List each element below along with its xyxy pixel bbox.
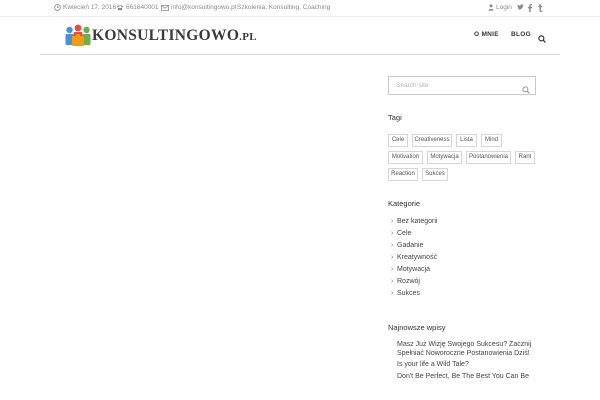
clock-icon: [54, 4, 61, 11]
tagline: Szkolenia, Konsulting, Coaching: [237, 4, 331, 11]
tags-widget-title: Tagi: [388, 113, 402, 122]
date-info: [54, 3, 116, 12]
tag-rant[interactable]: Rant: [515, 151, 535, 164]
logo-figures-icon: [64, 24, 92, 48]
email-info[interactable]: [161, 3, 236, 12]
search-icon[interactable]: [538, 30, 546, 48]
twitter-icon[interactable]: [517, 4, 524, 10]
tag-lista[interactable]: Lista: [456, 134, 477, 147]
search-icon[interactable]: [522, 81, 530, 99]
login-link[interactable]: [488, 3, 512, 12]
chevron-right-icon: ›: [391, 218, 394, 225]
category-item[interactable]: › Bez kategorii: [391, 218, 438, 225]
search-placeholder: Search site: [396, 82, 429, 89]
user-icon: [488, 4, 494, 11]
email-link[interactable]: info@konsultingowo.pl: [171, 4, 237, 11]
nav-blog[interactable]: BLOG: [511, 31, 531, 38]
sidebar-search-input[interactable]: [388, 76, 536, 95]
category-item[interactable]: › Motywacja: [391, 266, 431, 273]
tag-sukces[interactable]: Sukces: [422, 168, 448, 181]
chevron-right-icon: ›: [391, 266, 394, 273]
recent-post-link[interactable]: Don't Be Perfect, Be The Best You Can Be: [397, 373, 529, 380]
category-item[interactable]: › Rozwój: [391, 278, 420, 285]
tag-motivation[interactable]: Motivation: [388, 151, 423, 164]
tag-motywacja[interactable]: Motywacja: [427, 151, 462, 164]
recent-post-link[interactable]: Is your life a Wild Tale?: [397, 361, 469, 368]
logo-wordmark: [92, 27, 257, 45]
phone-icon: [116, 4, 124, 11]
header-divider: [40, 54, 560, 55]
category-item[interactable]: › Kreatywność: [391, 254, 438, 261]
phone-text: 661640001: [126, 4, 159, 11]
category-item[interactable]: › Sukces: [391, 290, 420, 297]
tumblr-icon[interactable]: [538, 4, 543, 12]
logo-domain: .PL: [239, 31, 257, 43]
category-item[interactable]: › Cele: [391, 230, 412, 237]
chevron-right-icon: ›: [391, 242, 394, 249]
recent-post-link[interactable]: Masz Już Wizję Swojego Sukcesu? Zacznij Spełniać Noworoczne Postanowienia Dziś!: [397, 341, 532, 357]
facebook-icon[interactable]: [528, 4, 532, 12]
recent-posts-widget-title: Najnowsze wpisy: [388, 323, 446, 332]
site-logo[interactable]: [64, 24, 257, 48]
top-bar: [0, 0, 600, 16]
tag-cele[interactable]: Cele: [388, 134, 408, 147]
chevron-right-icon: ›: [391, 290, 394, 297]
chevron-right-icon: ›: [391, 278, 394, 285]
nav-o-mnie[interactable]: O MNIE: [474, 31, 499, 38]
date-text: Kwiecień 17, 2016: [63, 4, 117, 11]
envelope-icon: [161, 5, 169, 11]
chevron-right-icon: ›: [391, 230, 394, 237]
chevron-right-icon: ›: [391, 254, 394, 261]
logo-name: KONSULTINGOWO: [92, 27, 240, 44]
top-divider: [0, 16, 600, 17]
tag-mind[interactable]: Mind: [481, 134, 502, 147]
phone-info: [116, 3, 159, 12]
tag-postanowienia[interactable]: Postanowienia: [466, 151, 511, 164]
login-label[interactable]: Login: [496, 4, 512, 11]
tag-reaction[interactable]: Reaction: [388, 168, 418, 181]
categories-widget-title: Kategorie: [388, 199, 421, 208]
category-item[interactable]: › Gadanie: [391, 242, 424, 249]
tag-creativeness[interactable]: Creativeness: [412, 134, 452, 147]
